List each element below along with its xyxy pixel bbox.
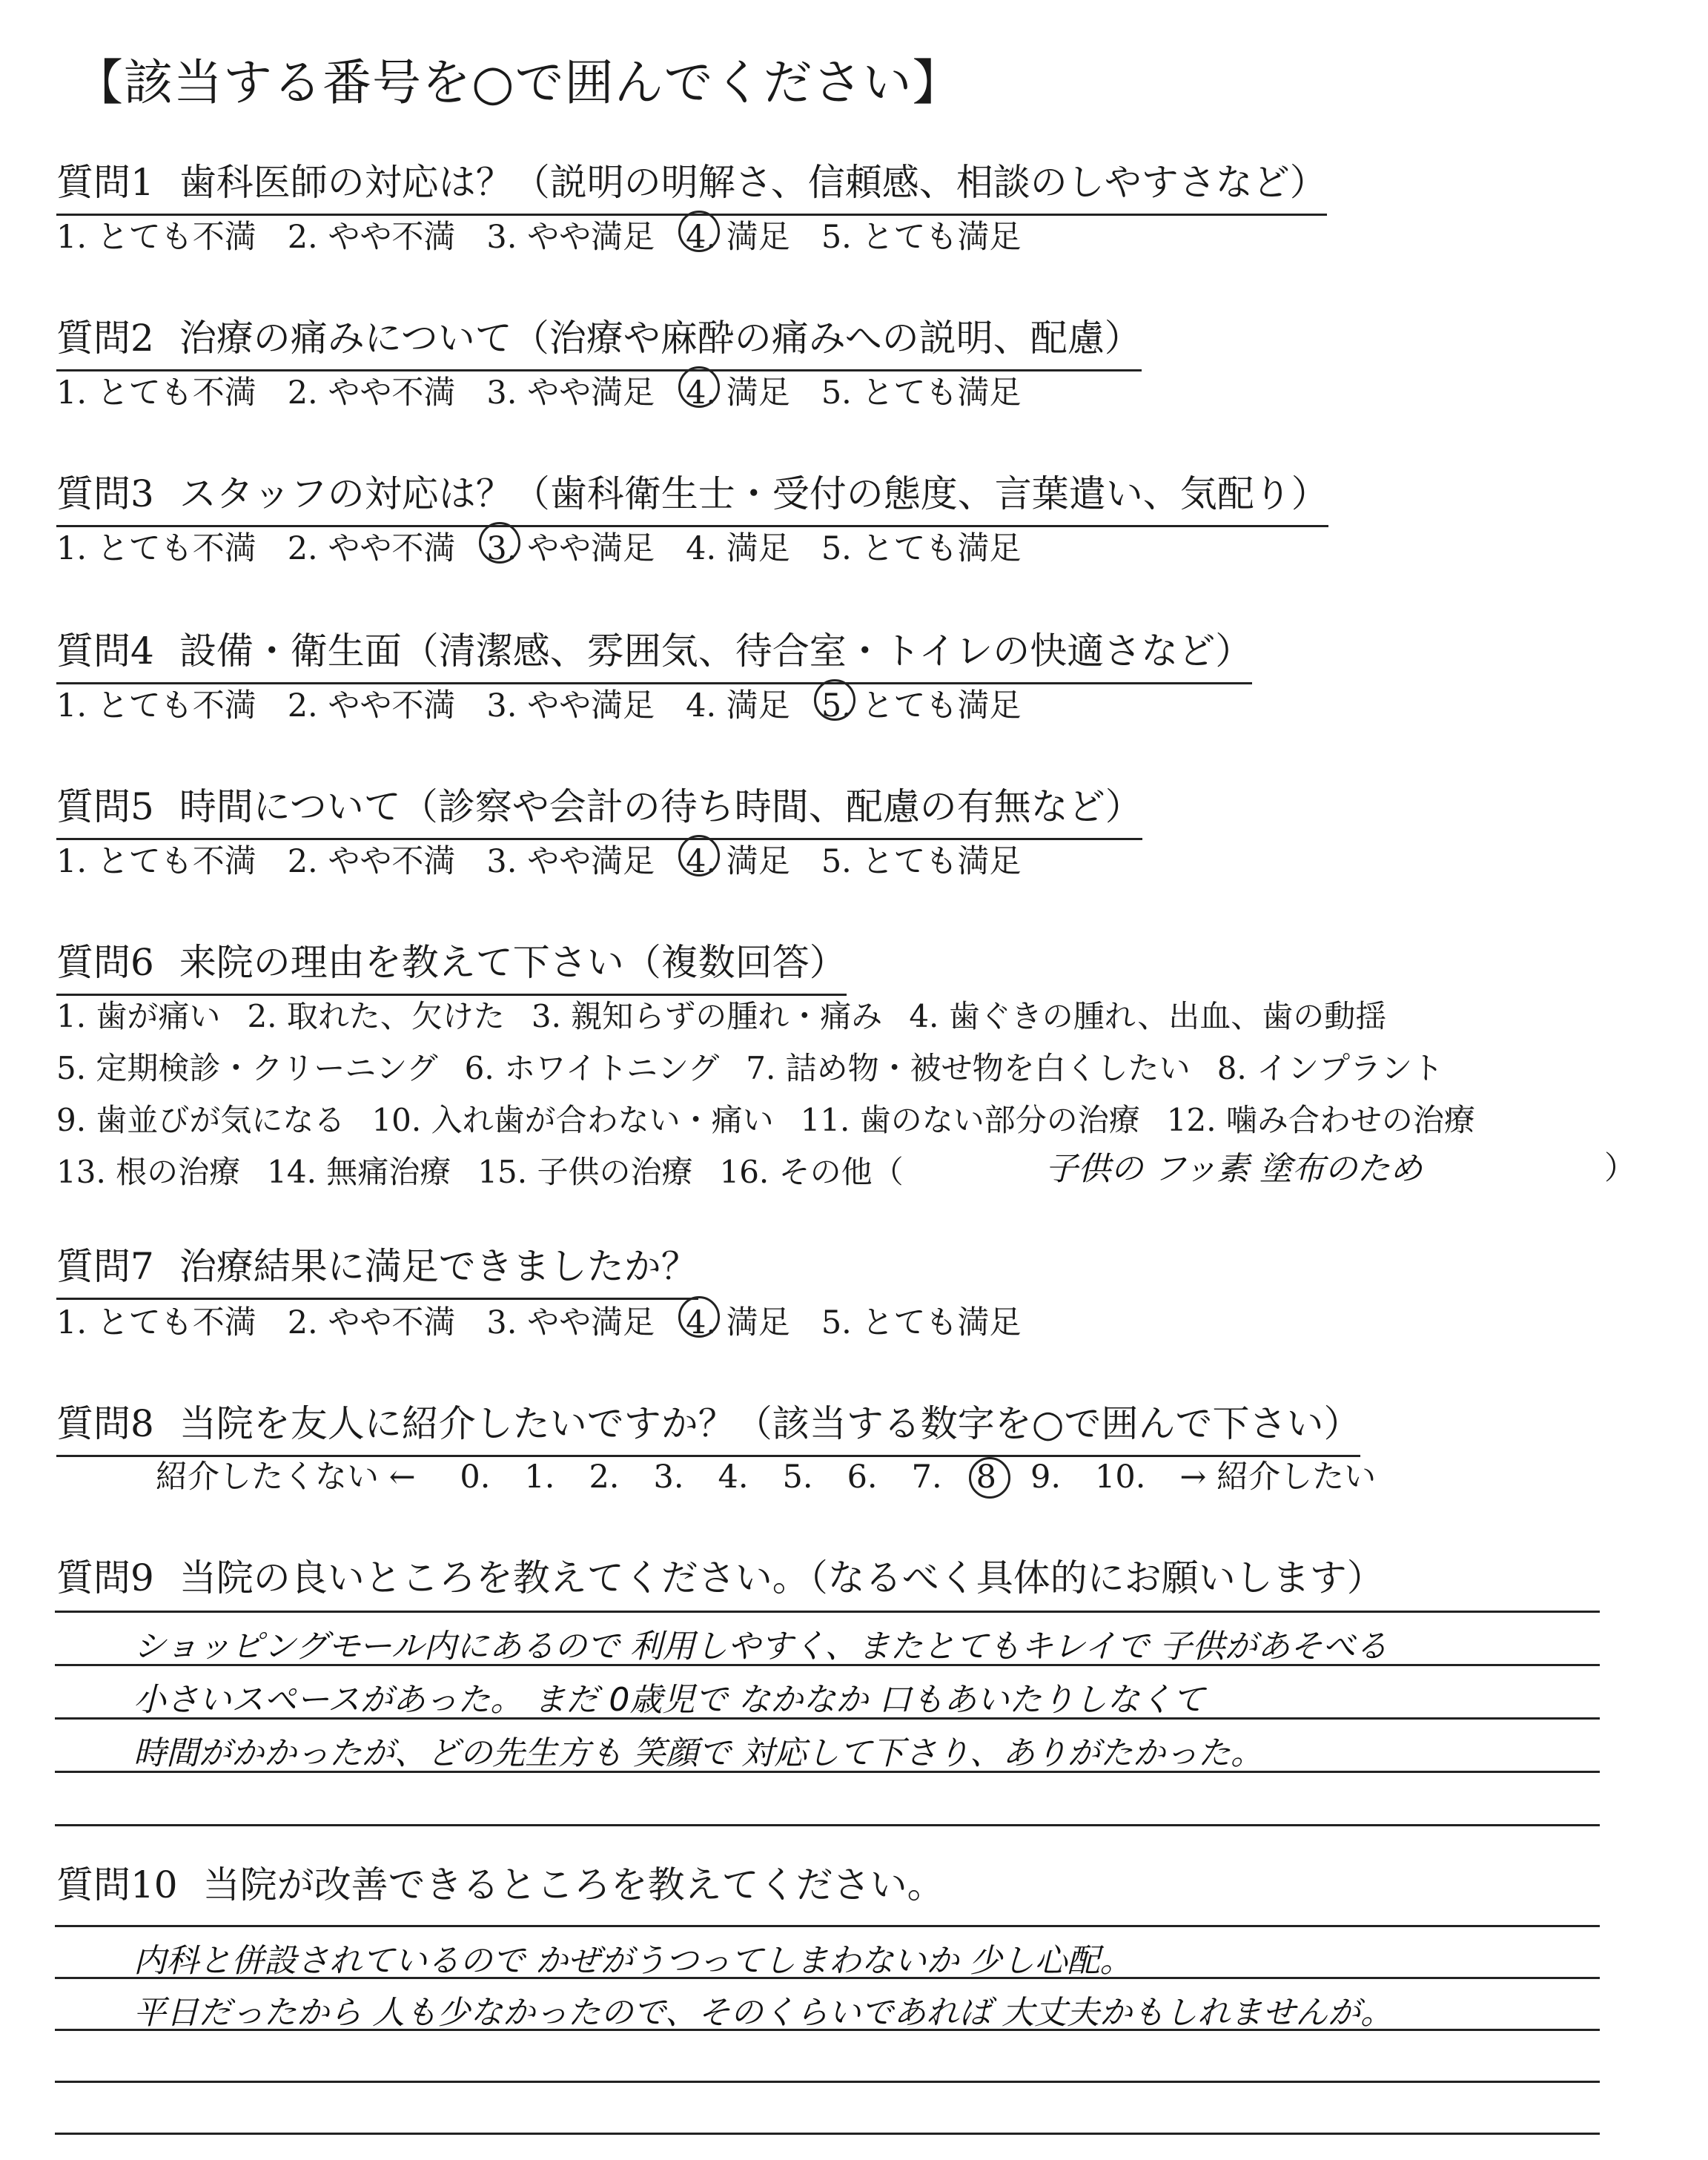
q9-rule (55, 1771, 1600, 1773)
q7-heading (56, 1237, 698, 1300)
q6-option-row (56, 992, 1413, 1037)
q10-number: 質問10 (56, 1863, 178, 1906)
q6-option[interactable]: 6. ホワイトニング (464, 1050, 720, 1086)
q6-option[interactable]: 9. 歯並びが気になる (56, 1102, 345, 1138)
q8-scale-value[interactable]: 4. (718, 1459, 749, 1496)
q8-right-label: → 紹介したい (1179, 1459, 1377, 1496)
q6-option[interactable]: 16. その他（ (719, 1154, 904, 1190)
q10-heading (56, 1855, 944, 1916)
q10-answer-line: 内科と併設されているので かぜがうつってしまわないか 少し心配。 (133, 1942, 1133, 1980)
rating-option[interactable]: 2. やや不満 (287, 530, 456, 567)
q8-scale-value[interactable]: 10. (1095, 1459, 1146, 1496)
rating-option[interactable]: 4. 満足 (686, 836, 790, 882)
rating-option[interactable]: 3. やや満足 (486, 374, 655, 412)
q5-options (56, 836, 1053, 882)
q6-option[interactable]: 4. 歯ぐきの腫れ、出血、歯の動揺 (909, 998, 1387, 1034)
q10-rule (55, 2081, 1600, 2083)
q8-scale-value[interactable]: 6. (847, 1459, 878, 1496)
rating-option[interactable]: 1. とても不満 (56, 1304, 256, 1341)
q3-heading (56, 464, 1328, 527)
rating-option[interactable]: 5. とても満足 (821, 219, 1022, 256)
q7-options (56, 1298, 1053, 1343)
rating-option[interactable]: 3. やや満足 (486, 687, 655, 724)
q6-option[interactable]: 14. 無痛治療 (267, 1154, 451, 1190)
q8-heading (56, 1394, 1360, 1457)
q10-rule (55, 1925, 1600, 1927)
q6-number: 質問6 (56, 941, 154, 984)
q10-answer-line: 平日だったから 人も少なかったので、そのくらいであれば 大丈夫かもしれませんが。 (133, 1994, 1394, 2032)
q8-left-label: 紹介したくない ← (156, 1459, 416, 1496)
rating-option[interactable]: 5. とても満足 (821, 1304, 1022, 1341)
q8-scale (156, 1452, 1410, 1497)
q8-scale-value[interactable]: 1. (524, 1459, 555, 1496)
q6-heading (56, 933, 847, 996)
rating-option[interactable]: 4. 満足 (686, 368, 790, 413)
rating-option[interactable]: 4. 満足 (686, 212, 790, 257)
q9-answer-line: 時間がかかったが、どの先生方も 笑顔で 対応して下さり、ありがたかった。 (133, 1734, 1263, 1772)
q1-heading (56, 153, 1327, 216)
rating-option[interactable]: 5. とても満足 (821, 681, 1022, 726)
q5-text: 時間について（診察や会計の待ち時間、配慮の有無など） (179, 785, 1142, 828)
q9-rule (55, 1611, 1600, 1613)
q6-option[interactable]: 1. 歯が痛い (56, 998, 221, 1034)
rating-option[interactable]: 3. やや満足 (486, 843, 655, 880)
rating-option[interactable]: 3. やや満足 (486, 219, 655, 256)
q8-scale-value[interactable]: 8 (976, 1459, 996, 1496)
q6-option-row (56, 1148, 930, 1192)
q8-scale-value[interactable]: 2. (589, 1459, 620, 1496)
q9-rule (55, 1717, 1600, 1720)
q8-scale-value[interactable]: 7. (911, 1459, 942, 1496)
rating-option[interactable]: 4. 満足 (686, 1298, 790, 1343)
q2-text: 治療の痛みについて（治療や麻酔の痛みへの説明、配慮） (179, 317, 1142, 360)
rating-option[interactable]: 1. とても不満 (56, 687, 256, 724)
rating-option[interactable]: 1. とても不満 (56, 530, 256, 567)
q6-option-row (56, 1096, 1502, 1140)
q6-option[interactable]: 3. 親知らずの腫れ・痛み (531, 998, 883, 1034)
q3-number: 質問3 (56, 472, 154, 515)
rating-option[interactable]: 1. とても不満 (56, 219, 256, 256)
rating-option[interactable]: 5. とても満足 (821, 374, 1022, 412)
q2-heading (56, 308, 1142, 371)
rating-option[interactable]: 2. やや不満 (287, 843, 456, 880)
rating-option[interactable]: 4. 満足 (686, 530, 790, 567)
q8-number: 質問8 (56, 1402, 154, 1445)
q10-rule (55, 2133, 1600, 2135)
q6-option[interactable]: 12. 噛み合わせの治療 (1166, 1102, 1475, 1138)
rating-option[interactable]: 2. やや不満 (287, 1304, 456, 1341)
q9-number: 質問9 (56, 1556, 154, 1599)
q3-options (56, 524, 1053, 569)
q8-scale-value[interactable]: 3. (653, 1459, 684, 1496)
q8-text: 当院を友人に紹介したいですか？（該当する数字を○で囲んで下さい） (179, 1402, 1361, 1445)
q1-number: 質問1 (56, 161, 154, 204)
rating-option[interactable]: 1. とても不満 (56, 843, 256, 880)
rating-option[interactable]: 2. やや不満 (287, 374, 456, 412)
q3-text: スタッフの対応は？（歯科衛生士・受付の態度、言葉遣い、気配り） (179, 472, 1328, 515)
rating-option[interactable]: 1. とても不満 (56, 374, 256, 412)
q4-number: 質問4 (56, 630, 154, 673)
q6-option-row (56, 1044, 1470, 1089)
q6-option[interactable]: 2. 取れた、欠けた (247, 998, 505, 1034)
q6-option[interactable]: 10. 入れ歯が合わない・痛い (371, 1102, 774, 1138)
q4-text: 設備・衛生面（清潔感、雰囲気、待合室・トイレの快適さなど） (179, 630, 1253, 673)
rating-option[interactable]: 5. とても満足 (821, 843, 1022, 880)
rating-option[interactable]: 2. やや不満 (287, 687, 456, 724)
q2-number: 質問2 (56, 317, 154, 360)
rating-option[interactable]: 5. とても満足 (821, 530, 1022, 567)
q4-options (56, 681, 1053, 726)
q4-heading (56, 621, 1252, 684)
q7-number: 質問7 (56, 1245, 154, 1288)
q7-text: 治療結果に満足できましたか？ (179, 1245, 698, 1288)
q8-scale-value[interactable]: 0. (460, 1459, 491, 1496)
q9-heading (56, 1548, 1384, 1609)
q6-option[interactable]: 11. 歯のない部分の治療 (800, 1102, 1140, 1138)
q6-text: 来院の理由を教えて下さい（複数回答） (179, 941, 847, 984)
q9-answer-line: 小さいスペースがあった。 まだ 0歳児で なかなか 口もあいたりしなくて (133, 1681, 1205, 1719)
q10-text: 当院が改善できるところを教えてください。 (202, 1863, 944, 1906)
rating-option[interactable]: 3. やや満足 (486, 1304, 655, 1341)
q9-rule (55, 1664, 1600, 1666)
q1-text: 歯科医師の対応は？（説明の明解さ、信頼感、相談のしやすさなど） (179, 161, 1327, 204)
q10-rule (55, 1977, 1600, 1979)
q6-option[interactable]: 13. 根の治療 (56, 1154, 241, 1190)
q6-option[interactable]: 5. 定期検診・クリーニング (56, 1050, 438, 1086)
q9-answer-line: ショッピングモール内にあるので 利用しやすく、またとてもキレイで 子供があそべる (133, 1628, 1388, 1665)
rating-option[interactable]: 4. 満足 (686, 687, 790, 724)
q6-option[interactable]: 7. 詰め物・被せ物を白くしたい (746, 1050, 1191, 1086)
q9-text: 当院の良いところを教えてください。（なるべく具体的にお願いします） (179, 1556, 1384, 1599)
q9-rule (55, 1824, 1600, 1826)
q1-options (56, 212, 1053, 257)
q6-option[interactable]: 15. 子供の治療 (477, 1154, 693, 1190)
q10-rule (55, 2029, 1600, 2031)
q5-heading (56, 777, 1142, 840)
q6-other-answer[interactable]: 子供の フッ素 塗布のため (1045, 1150, 1423, 1188)
rating-option[interactable]: 2. やや不満 (287, 219, 456, 256)
q2-options (56, 368, 1053, 413)
q5-number: 質問5 (56, 785, 154, 828)
q8-scale-value[interactable]: 5. (782, 1459, 813, 1496)
q6-option[interactable]: 8. インプラント (1217, 1050, 1444, 1086)
q8-scale-value[interactable]: 9. (1030, 1459, 1062, 1496)
q6-close-paren: ） (1604, 1150, 1636, 1187)
page-title: 【該当する番号を○で囲んでください】 (74, 54, 962, 111)
rating-option[interactable]: 3. やや満足 (486, 524, 655, 569)
